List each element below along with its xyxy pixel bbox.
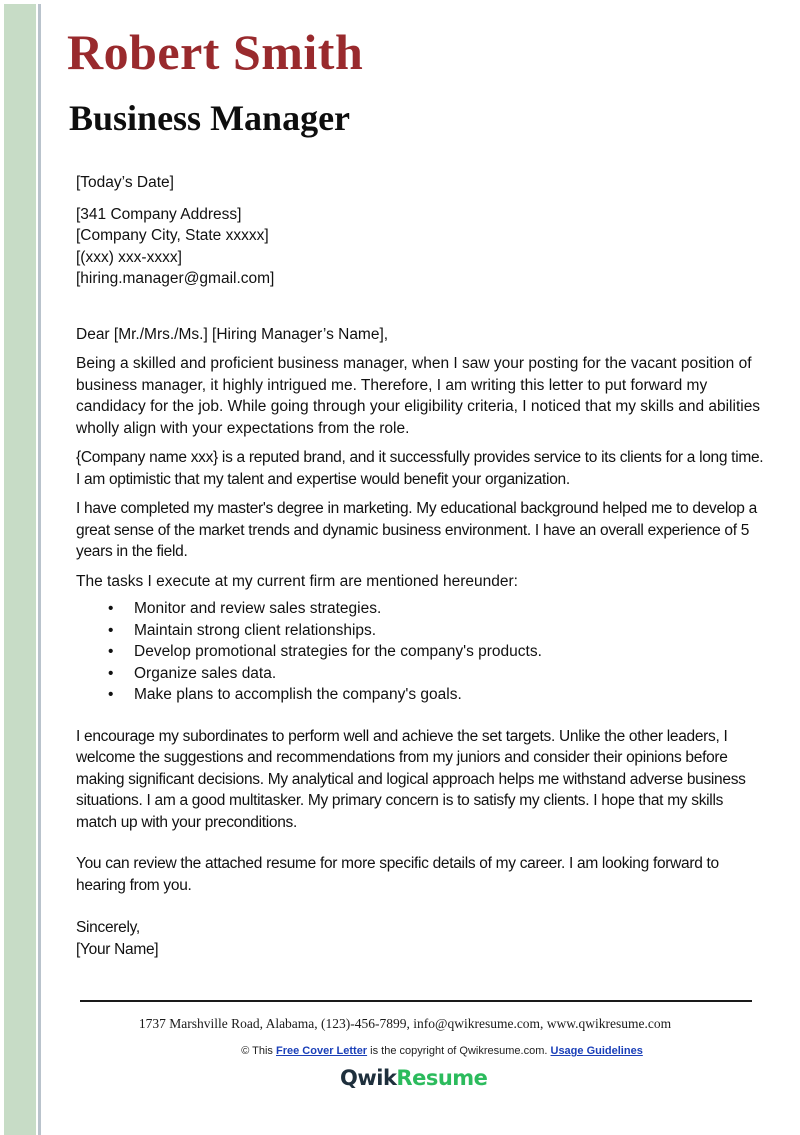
paragraph-intro: Being a skilled and proficient business manager, when I saw your posting for the vacant position of business manager, it highly intrigued me. Therefore, I am writing this letter to put forward my candidacy for the job. While going through your eligibility criteria, I noticed that my skills and abilities wholly align with your expectations from the role. (76, 355, 761, 437)
letter-date: [Today’s Date] (76, 174, 174, 191)
bullet-icon: • (108, 621, 114, 639)
free-cover-letter-link[interactable]: Free Cover Letter (276, 1045, 368, 1057)
signature-name: [Your Name] (76, 940, 159, 958)
task-text: Develop promotional strategies for the company's products. (134, 643, 542, 660)
task-text: Monitor and review sales strategies. (134, 600, 382, 617)
recipient-address: [341 Company Address] (76, 205, 242, 223)
bullet-icon: • (108, 600, 114, 617)
letter-body (76, 172, 766, 960)
closing-text: Sincerely, (76, 919, 140, 936)
list-item (76, 641, 766, 663)
list-item (76, 684, 766, 706)
sign-off (76, 917, 766, 960)
bullet-icon: • (108, 664, 114, 682)
list-item (76, 663, 766, 685)
job-title: Business Manager (69, 98, 351, 138)
greeting: Dear [Mr./Mrs./Ms.] [Hiring Manager’s Name], (76, 325, 389, 343)
copyright-notice (0, 1045, 800, 1057)
task-text: Organize sales data. (134, 664, 277, 682)
decorative-side-line (38, 4, 41, 1135)
tasks-list (76, 598, 766, 706)
task-text: Make plans to accomplish the company's goals. (134, 686, 462, 703)
footer-divider (80, 1000, 752, 1002)
usage-guidelines-link[interactable]: Usage Guidelines (550, 1045, 643, 1057)
copyright-prefix: © This (241, 1045, 276, 1057)
copyright-middle: is the copyright of Qwikresume.com. (367, 1045, 551, 1057)
list-item (76, 620, 766, 642)
bullet-icon: • (108, 643, 114, 660)
footer-contact-line: 1737 Marshville Road, Alabama, (123)-456-7899, info@qwikresume.com, www.qwikresume.com (138, 1016, 672, 1031)
bullet-icon: • (108, 686, 114, 703)
applicant-name: Robert Smith (67, 24, 364, 80)
logo-resume: Resume (396, 1066, 488, 1090)
qwikresume-logo[interactable] (340, 1066, 487, 1090)
paragraph-closing: You can review the attached resume for more specific details of my career. I am looking forward to hearing from you. (76, 855, 719, 894)
list-item (76, 598, 766, 620)
recipient-email: [hiring.manager@gmail.com] (76, 270, 275, 287)
paragraph-tasks-intro: The tasks I execute at my current firm are mentioned hereunder: (76, 572, 518, 590)
recipient-block (76, 204, 766, 290)
task-text: Maintain strong client relationships. (134, 621, 377, 639)
decorative-side-strip (4, 4, 36, 1135)
recipient-phone: [(xxx) xxx-xxxx] (76, 248, 182, 266)
paragraph-company: {Company name xxx} is a reputed brand, and it successfully provides service to its clients for a long time. I am optimistic that my talent and expertise would benefit your organization. (76, 449, 764, 488)
logo-qwik: Qwik (340, 1066, 397, 1090)
recipient-city-state: [Company City, State xxxxx] (76, 227, 269, 244)
paragraph-leadership: I encourage my subordinates to perform well and achieve the set targets. Unlike the other leaders, I welcome the suggestions and recommendations from my juniors and consider their opinions before making significant decisions. My analytical and logical approach helps me withstand adverse business situations. I am a good multitasker. My primary concern is to satisfy my clients. I hope that my skills match up with your preconditions. (76, 727, 746, 831)
paragraph-education: I have completed my master's degree in marketing. My educational background helped me to develop a great sense of the market trends and dynamic business environment. I have an overall experience of 5 years in the field. (76, 500, 757, 560)
